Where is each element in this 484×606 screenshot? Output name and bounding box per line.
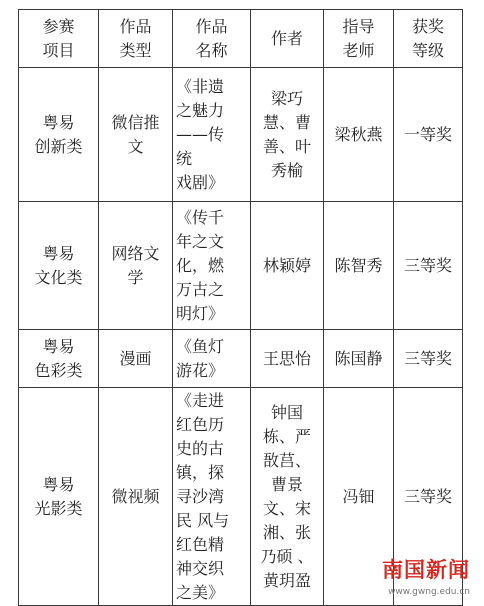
cell-line: 微信推 xyxy=(111,112,160,132)
cell-line: 三等奖 xyxy=(403,348,452,368)
header-line: 名称 xyxy=(195,40,228,60)
cell-line: 粤易 xyxy=(42,336,75,356)
type-cell xyxy=(99,388,173,606)
cell-line: 万古之 xyxy=(176,279,225,299)
author-cell xyxy=(251,330,324,388)
cell-line: 创新类 xyxy=(34,136,83,156)
cell-line: 光影类 xyxy=(34,498,83,518)
header-line: 类型 xyxy=(119,40,152,60)
table-row xyxy=(19,68,463,202)
table-header-row xyxy=(19,10,463,68)
cell-line: 王思怡 xyxy=(262,348,311,368)
table-row xyxy=(19,202,463,330)
cell-line: 游花》 xyxy=(176,360,225,380)
author-cell xyxy=(251,388,324,606)
cell-line: 梁秋燕 xyxy=(334,124,383,144)
cell-line: 三等奖 xyxy=(403,255,452,275)
title-cell xyxy=(173,68,251,202)
cell-line: 学 xyxy=(127,267,144,287)
cell-line: 红色精 xyxy=(176,534,225,554)
header-cell xyxy=(173,10,251,68)
cell-line: 文、宋 xyxy=(262,498,311,518)
cell-line: 史的古 xyxy=(176,438,225,458)
cell-line: 陈智秀 xyxy=(334,255,383,275)
cell-line: 秀榆 xyxy=(270,160,303,180)
award-cell xyxy=(394,330,463,388)
type-cell xyxy=(99,202,173,330)
header-cell xyxy=(99,10,173,68)
header-line: 获奖 xyxy=(411,16,444,36)
cell-line: 善、叶 xyxy=(262,136,311,156)
cell-line: 慧、曹 xyxy=(262,112,311,132)
cell-line: 神交织 xyxy=(176,558,225,578)
header-cell xyxy=(324,10,394,68)
header-line: 老师 xyxy=(342,40,375,60)
cell-line: 粤易 xyxy=(42,112,75,132)
cell-line: 统 xyxy=(176,148,193,168)
header-cell xyxy=(394,10,463,68)
title-cell xyxy=(173,388,251,606)
cell-line: 明灯》 xyxy=(176,303,225,323)
type-cell xyxy=(99,68,173,202)
cell-line: 粤易 xyxy=(42,243,75,263)
cell-line: 湘、张 xyxy=(262,522,311,542)
cell-line: 文化类 xyxy=(34,267,83,287)
cell-line: ——传 xyxy=(176,124,225,144)
cell-line: 之魅力 xyxy=(176,100,225,120)
header-line: 作品 xyxy=(195,16,228,36)
cell-line: 红色历 xyxy=(176,414,225,434)
cell-line: 民 风与 xyxy=(176,510,230,530)
header-line: 等级 xyxy=(411,40,444,60)
header-line: 项目 xyxy=(42,40,75,60)
cell-line: 冯钿 xyxy=(342,486,375,506)
cell-line: 《走进 xyxy=(176,390,225,410)
cell-line: 《传千 xyxy=(176,207,225,227)
cell-line: 栋、严 xyxy=(262,426,311,446)
teacher-cell xyxy=(324,330,394,388)
award-cell xyxy=(394,202,463,330)
author-cell xyxy=(251,202,324,330)
cell-line: 曹景 xyxy=(270,474,303,494)
teacher-cell xyxy=(324,68,394,202)
cell-line: 色彩类 xyxy=(34,360,83,380)
cell-line: 《非遗 xyxy=(176,76,225,96)
cell-line: 乃硕 、 xyxy=(260,546,314,566)
teacher-cell xyxy=(324,202,394,330)
cell-line: 漫画 xyxy=(119,348,152,368)
project-cell xyxy=(19,388,99,606)
header-cell xyxy=(251,10,324,68)
cell-line: 镇，探 xyxy=(176,462,225,482)
author-cell xyxy=(251,68,324,202)
cell-line: 梁巧 xyxy=(270,88,303,108)
cell-line: 敔莒、 xyxy=(262,450,311,470)
title-cell xyxy=(173,330,251,388)
cell-line: 微视频 xyxy=(111,486,160,506)
cell-line: 寻沙湾 xyxy=(176,486,225,506)
cell-line: 一等奖 xyxy=(403,124,452,144)
title-cell xyxy=(173,202,251,330)
header-line: 参赛 xyxy=(42,16,75,36)
cell-line: 网络文 xyxy=(111,243,160,263)
cell-line: 戏剧》 xyxy=(176,172,225,192)
news-logo: 南国新闻 xyxy=(382,558,470,582)
cell-line: 三等奖 xyxy=(403,486,452,506)
awards-table xyxy=(18,9,463,606)
cell-line: 林颖婷 xyxy=(262,255,311,275)
project-cell xyxy=(19,202,99,330)
cell-line: 《鱼灯 xyxy=(176,336,225,356)
project-cell xyxy=(19,330,99,388)
table-row xyxy=(19,330,463,388)
cell-line: 年之文 xyxy=(176,231,225,251)
header-line: 作品 xyxy=(119,16,152,36)
project-cell xyxy=(19,68,99,202)
cell-line: 黄玥盈 xyxy=(262,570,311,590)
cell-line: 文 xyxy=(127,136,144,156)
header-line: 作者 xyxy=(270,28,303,48)
cell-line: 钟国 xyxy=(270,402,303,422)
header-line: 指导 xyxy=(342,16,375,36)
type-cell xyxy=(99,330,173,388)
cell-line: 陈国静 xyxy=(334,348,383,368)
cell-line: 粤易 xyxy=(42,474,75,494)
award-cell xyxy=(394,68,463,202)
site-url-watermark: www.gwng.edu.cn xyxy=(388,587,470,597)
header-cell xyxy=(19,10,99,68)
cell-line: 化，燃 xyxy=(176,255,225,275)
cell-line: 之美》 xyxy=(176,582,225,602)
